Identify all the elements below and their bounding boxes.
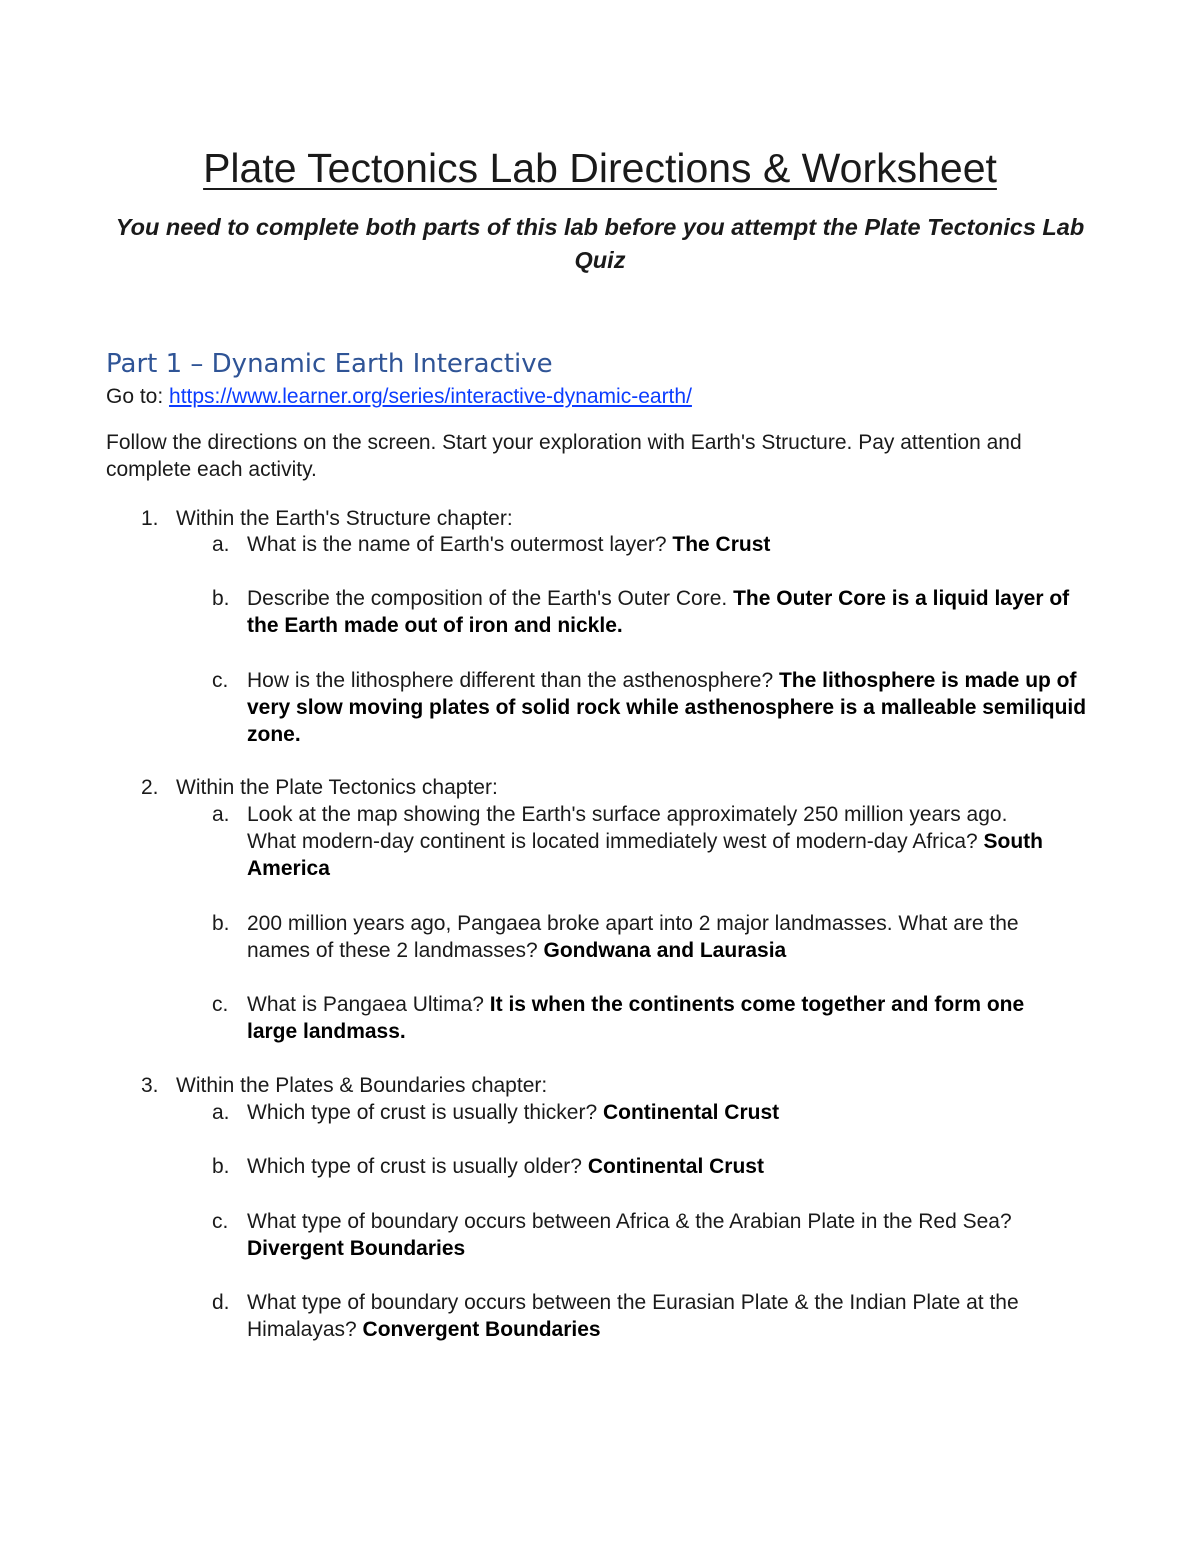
goto-line — [106, 383, 692, 411]
question-3b-text: Which type of crust is usually older? — [247, 1155, 588, 1178]
question-1c — [247, 667, 1097, 748]
question-3a-text: Which type of crust is usually thicker? — [247, 1101, 603, 1124]
question-3b-letter: b. — [212, 1155, 230, 1178]
question-2c-text: What is Pangaea Ultima? — [247, 993, 490, 1016]
answer-2a: South America — [247, 830, 1043, 880]
question-1b-letter: b. — [212, 587, 230, 610]
question-3c — [247, 1208, 1067, 1262]
question-2b-letter: b. — [212, 912, 230, 935]
answer-3d: Convergent Boundaries — [362, 1318, 601, 1341]
question-3b — [247, 1153, 1097, 1180]
question-1b-text: Describe the composition of the Earth's Outer Core. — [247, 587, 734, 610]
part1-heading: Part 1 – Dynamic Earth Interactive — [106, 349, 553, 379]
answer-1a: The Crust — [672, 533, 771, 556]
question-2a-letter: a. — [212, 803, 230, 826]
answer-1c: The lithosphere is made up of very slow moving plates of solid rock while asthenosphere is a malleable semiliquid zone. — [247, 669, 1087, 746]
question-2b — [247, 910, 1087, 964]
answer-1b: The Outer Core is a liquid layer of the Earth made out of iron and nickle. — [247, 587, 1070, 637]
answer-3a: Continental Crust — [602, 1101, 780, 1124]
answer-2b: Gondwana and Laurasia — [543, 939, 787, 962]
question-3d-letter: d. — [212, 1291, 230, 1314]
answer-3b: Continental Crust — [587, 1155, 764, 1178]
question-2c-letter: c. — [212, 993, 229, 1016]
question-3d-text: What type of boundary occurs between the Eurasian Plate & the Indian Plate at the Himalayas? — [247, 1291, 1019, 1341]
goto-label: Go to: — [106, 385, 170, 408]
question-1a-text: What is the name of Earth's outermost layer? — [247, 533, 673, 556]
answer-3c: Divergent Boundaries — [247, 1237, 466, 1260]
page-subtitle: You need to complete both parts of this lab before you attempt the Plate Tectonics Lab Quiz — [115, 214, 1085, 273]
question-3c-letter: c. — [212, 1210, 229, 1233]
section-2-number: 2. — [141, 776, 159, 799]
section-3-number: 3. — [141, 1074, 159, 1097]
question-1b — [247, 585, 1097, 639]
question-3a-letter: a. — [212, 1101, 230, 1124]
question-2a — [247, 801, 1057, 882]
learner-link[interactable]: https://www.learner.org/series/interactive-dynamic-earth/ — [169, 385, 692, 408]
section-1-number: 1. — [141, 507, 159, 530]
section-2-chapter: Within the Plate Tectonics chapter: — [176, 776, 498, 799]
question-2c — [247, 991, 1077, 1045]
question-1a-letter: a. — [212, 533, 230, 556]
question-2a-text: Look at the map showing the Earth's surface approximately 250 million years ago. What modern-day continent is located immediately west of modern-day Africa? — [247, 803, 1008, 853]
question-3d — [247, 1289, 1087, 1343]
question-1a — [247, 531, 1097, 558]
instructions-paragraph: Follow the directions on the screen. Start your exploration with Earth's Structure. Pay attention and complete each activity. — [106, 431, 1022, 481]
section-3-chapter: Within the Plates & Boundaries chapter: — [176, 1074, 548, 1097]
question-3c-text: What type of boundary occurs between Africa & the Arabian Plate in the Red Sea? — [247, 1210, 1012, 1233]
answer-2c: It is when the continents come together and form one large landmass. — [247, 993, 1025, 1043]
question-3a — [247, 1099, 1097, 1126]
question-1c-letter: c. — [212, 669, 229, 692]
question-1c-text: How is the lithosphere different than the asthenosphere? — [247, 669, 779, 692]
question-2b-text: 200 million years ago, Pangaea broke apart into 2 major landmasses. What are the names of these 2 landmasses? — [247, 912, 1019, 962]
page-title: Plate Tectonics Lab Directions & Worksheet — [203, 145, 997, 191]
section-1-chapter: Within the Earth's Structure chapter: — [176, 507, 513, 530]
